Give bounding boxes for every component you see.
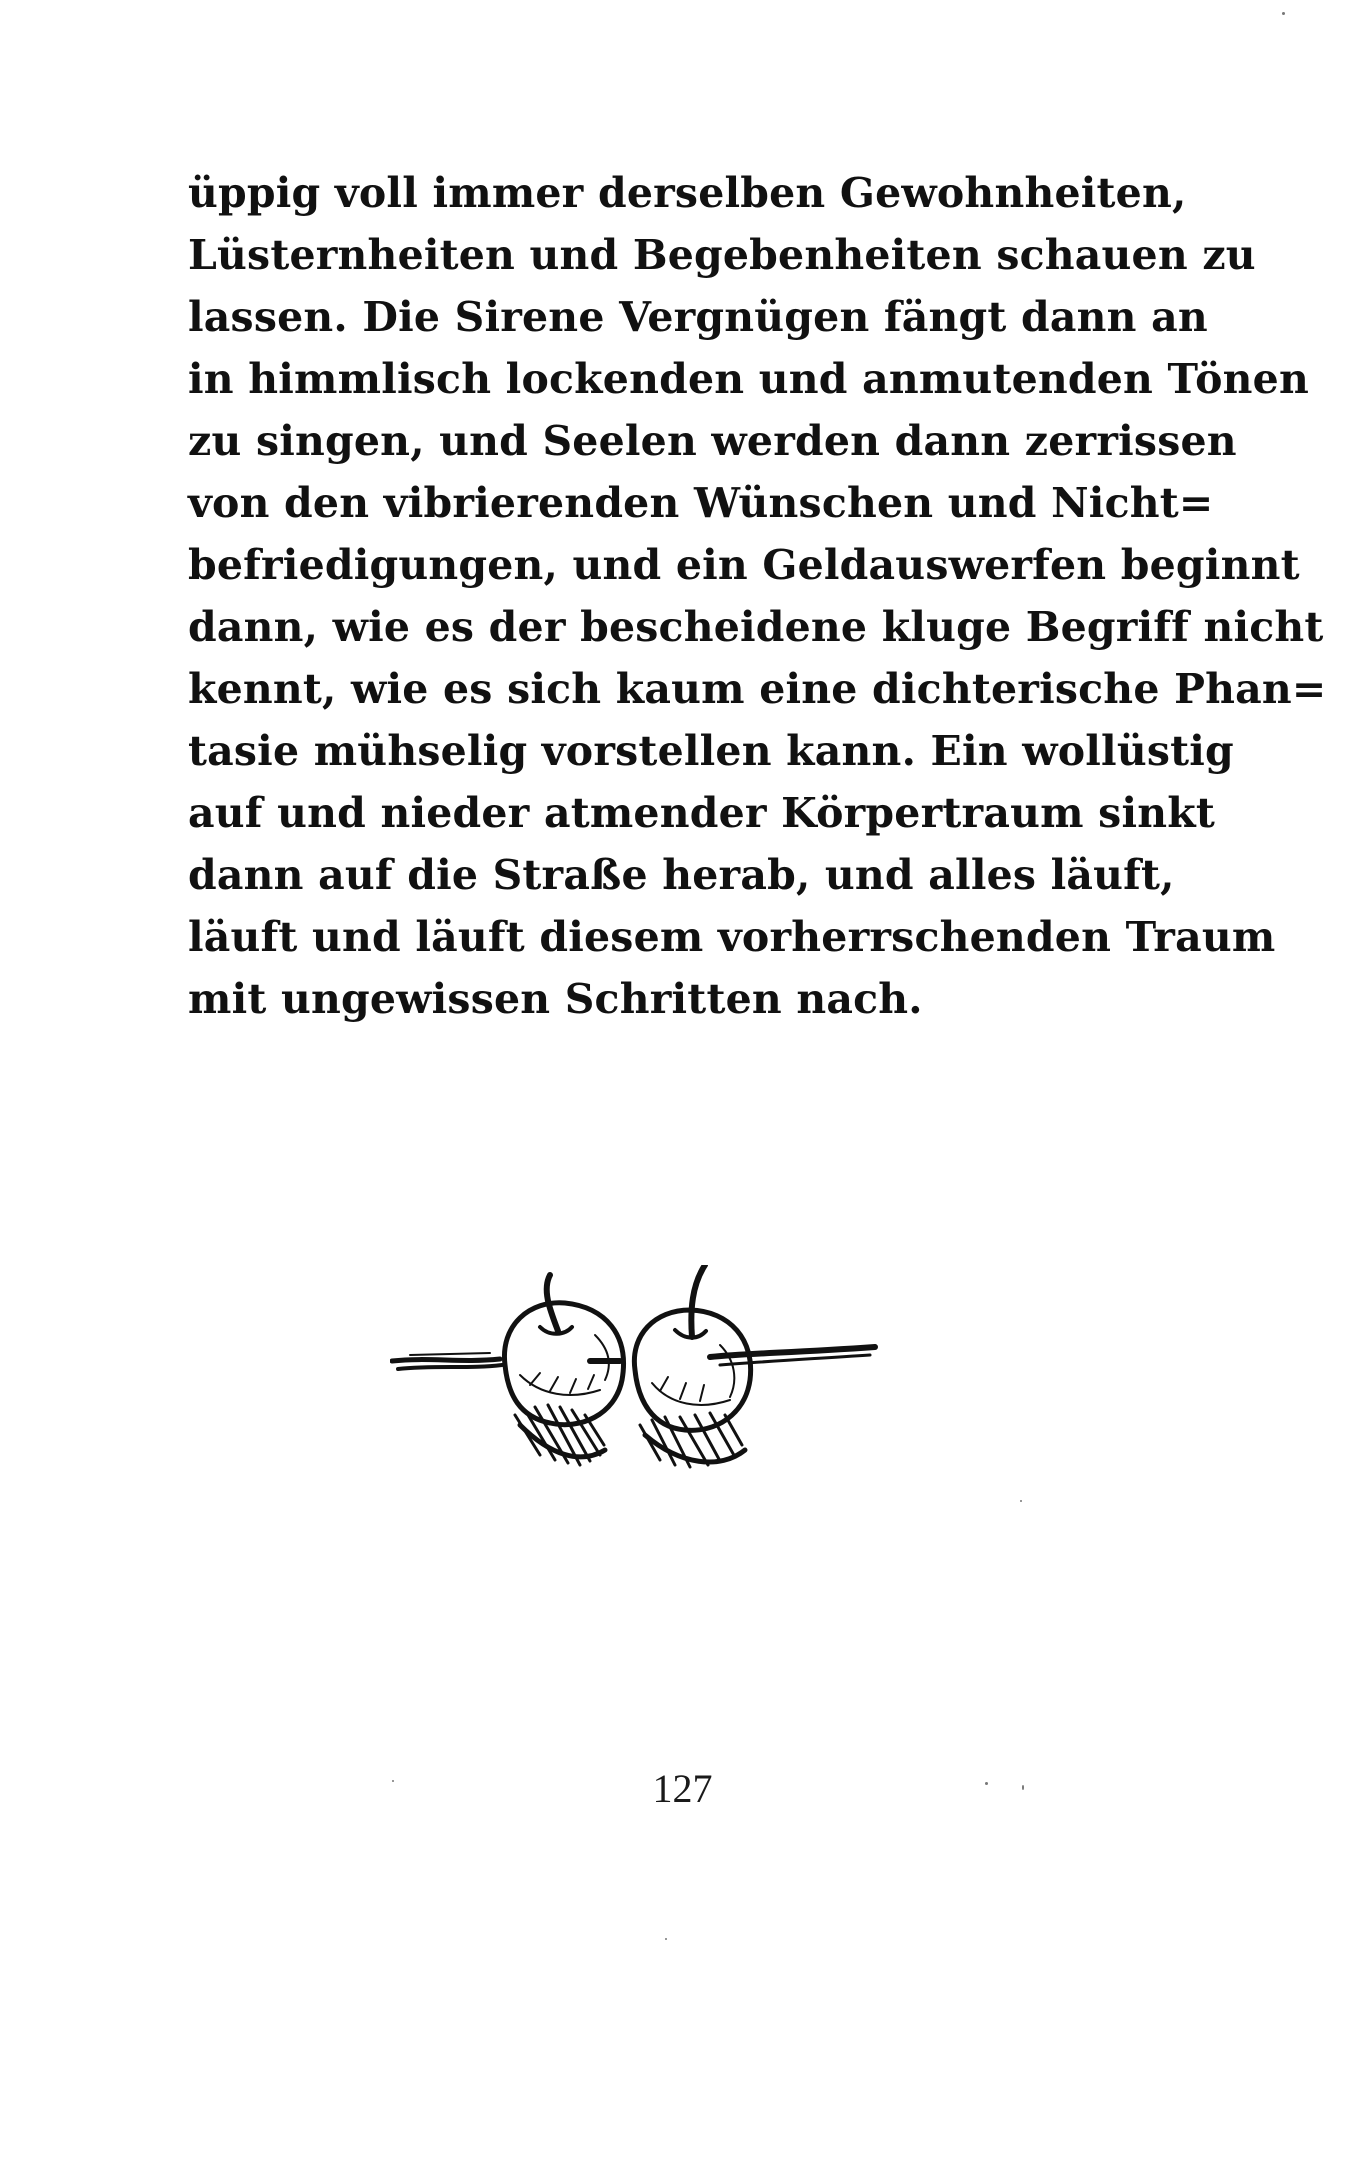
paper-speck — [392, 1780, 394, 1782]
text-line: dann auf die Straße herab, und alles läuft, — [188, 851, 1175, 899]
paper-speck — [1282, 12, 1285, 15]
paper-speck — [665, 1938, 667, 1940]
text-line: Lüsternheiten und Begebenheiten schauen zu — [188, 231, 1256, 279]
text-line: befriedigungen, und ein Geldauswerfen beginnt — [188, 541, 1300, 589]
text-line-last: mit ungewissen Schritten nach. — [188, 975, 923, 1023]
text-line: dann, wie es der bescheidene kluge Begriff nicht — [188, 603, 1324, 651]
paper-speck — [1022, 1785, 1024, 1790]
body-text — [188, 162, 1327, 1030]
text-line: kennt, wie es sich kaum eine dichterische Phan= — [188, 665, 1327, 713]
text-line: zu singen, und Seelen werden dann zerrissen — [188, 417, 1237, 465]
right-apple — [634, 1265, 750, 1430]
text-line: lassen. Die Sirene Vergnügen fängt dann an — [188, 293, 1208, 341]
text-line: auf und nieder atmender Körpertraum sinkt — [188, 789, 1215, 837]
left-apple — [504, 1275, 623, 1425]
text-line: von den vibrierenden Wünschen und Nicht= — [188, 479, 1214, 527]
paper-speck — [985, 1782, 988, 1785]
paper-speck — [1020, 1500, 1022, 1502]
text-line: in himmlisch lockenden und anmutenden Tönen — [188, 355, 1309, 403]
page-number: 127 — [652, 1766, 713, 1811]
text-line: üppig voll immer derselben Gewohnheiten, — [188, 169, 1187, 217]
text-line: läuft und läuft diesem vorherrschenden Traum — [188, 913, 1276, 961]
text-line: tasie mühselig vorstellen kann. Ein wollüstig — [188, 727, 1234, 775]
cherries-vignette-illustration — [390, 1265, 880, 1485]
